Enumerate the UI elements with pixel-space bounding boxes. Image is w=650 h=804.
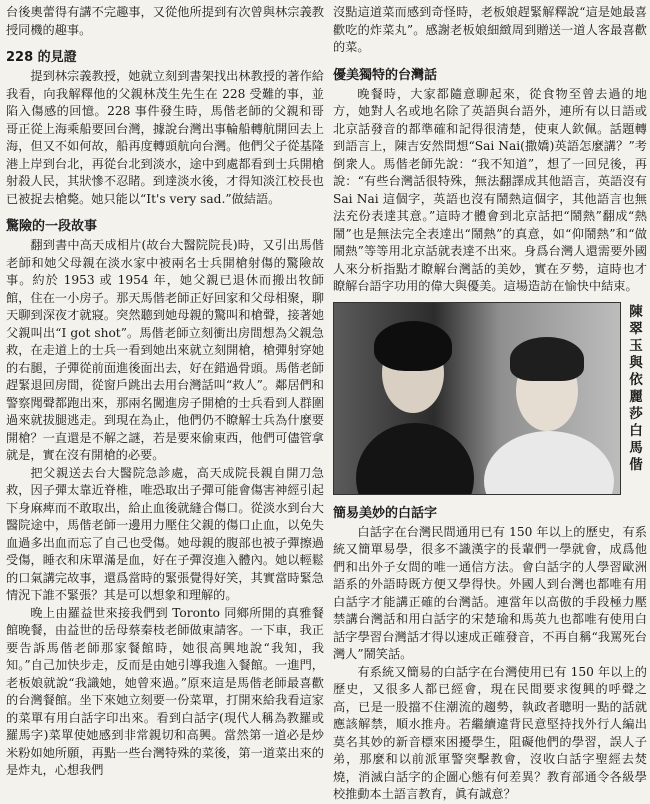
paragraph-taiwanese: 晚餐時，大家都隨意聊起來，從食物至曾去過的地方，她對人名或地名除了英語與台語外，連所有以日語或北京話發音的都準確和記得很清楚，使東人欽佩。話題轉到語言上，陳吉安然問想“Sai Nai(撒嬌)英語怎麼講？”考倒衆人。馬偕老師先說：“我不知道”，想了一回兒後，再說：“有些台灣話很特殊，無法翻譯成其他語言，英語沒有 Sai Nai 這個字，英語也沒有鬧熱這個字，其他語言也無法充份表達其意。”這時才體會到北京話把“鬧熱”翻成“熱鬧”也是無法完全表達出“鬧熱”的真意，如“仰鬧熱”和“做鬧熱”等等用北京話就表達不出來。身爲台灣人還需要外國人來分析指點才瞭解台灣話的美妙，實在歹勢，這時也才瞭解台語字功用的偉大與優美。這場造訪在愉快中結束。 bbox=[333, 86, 647, 293]
intro-paragraph: 台後奧蕾得有講不完趣事，又從他所提到有次曾與林宗義教授同機的趣事。 bbox=[6, 5, 324, 37]
portrait-photo bbox=[333, 302, 621, 495]
woman-left-hair bbox=[374, 321, 452, 371]
paragraph-dinner: 晚上由羅益世來接我們到 Toronto 同鄉所開的真雅餐館晚餐，由益世的岳母蔡秦枝老師做東請客。一下車，我正要告訴馬偕老師那家餐館時，她很高興地說“我知，我知。”自己加快步走，反而是由她引導我進入餐館。一進門，老板娘就說“我識她，她曾來過。”原來這是馬偕老師最喜歡的台灣餐館。坐下來她立刻要一份菜單，打開來給我看這家的菜單有用白話字印出來。看到白話字(現代人稱為教羅或羅馬字)菜單使她感到非常親切和高興。當然第一道必是炒米粉如她所願，再點一些台灣特殊的菜後，第一道菜出來的是炸丸，心想我們 bbox=[6, 605, 324, 777]
heading-228: 228 的見證 bbox=[6, 50, 77, 65]
paragraph-danger-story: 翻到書中高天成相片(故台大醫院院長)時，又引出馬偕老師和她父母親在淡水家中被兩名士兵開槍射傷的驚險故事。約於 1953 或 1954 年，她父親已退休而搬出牧師館，住在一小房子。那天馬偕老師正好回家和父母相聚，聊天聊到深夜才就寢。突然聽到她母親的驚叫和槍聲，接著她父親叫出“I got shot”。馬偕老師立刻衝出房間想為父親急救，在走道上的士兵一看到她出來就立刻開槍，槍彈射穿她的右腿，子彈從前面進後面出去，好在錯過骨頭。馬偕老師趕緊退回房間，從窗戶跳出去用台灣話叫“救人”。鄰居們和警察聞聲都跑出來，那兩名闖進房子開槍的士兵看到人群圍過來就拔腿逃走。到現在為止，他們仍不瞭解士兵為什麼要開槍？一直還是不解之謎，若是要來偷東西，他們可儘管拿就是，實在沒有開槍的必要。 bbox=[6, 238, 324, 462]
woman-right-hair bbox=[510, 337, 584, 381]
woman-right-figure bbox=[484, 431, 614, 495]
heading-romanized-script: 簡易美妙的白話字 bbox=[333, 505, 438, 521]
paragraph-hospital: 把父親送去台大醫院急診處，高天成院長親自開刀急救，因子彈太靠近脊椎，唯恐取出子彈可能會傷害神經引起下身麻痺而不敢取出，給止血後就縫合傷口。從淡水到台大醫院途中，馬偕老師一邊用力壓住父親的傷口止血，以免失血過多出血而忘了自己也受傷。她母親的腹部也被子彈擦過受傷，睡衣和床單滿是血，好在子彈沒進入體內。她以輕鬆的口氣講完故事，還爲當時的緊張覺得好笑，其實當時緊急情況下誰不緊張？其是可以想象和理解的。 bbox=[6, 465, 324, 602]
paragraph-romanized-script: 白話字在台灣民間通用已有 150 年以上的歷史，有系統又簡單易學，很多不識漢字的長輩們一學就會，成爲他們和出外子女間的唯一通信方法。會白話字的人學習歐洲語系的外語時既方便又學得快。外國人到台灣也都唯有用白話字才能講正確的台灣話。連當年以高傲的手段極力壓禁講台灣話和用白話字的宋楚瑜和馬英九也都唯有使用白話字學習台灣話才得以速成正確發音，不再自稱“我罵死台灣人”鬧笑話。 bbox=[333, 524, 647, 661]
paragraph-228: 提到林宗義教授，她就立刻到書架找出林教授的著作給我看，向我解釋他的父親林茂生先生在 228 受難的事，並陷入傷感的回憶。228 事件發生時，馬偕老師的父親和哥哥正從上海乘船要回台灣，據說台灣出事輪船轉航開回去上海，但又不如何故，船再度轉頭航向台灣。他們父子從基隆港上岸到台北，再從台北到淡水，途中到處都看到士兵開槍射殺人民，其狀慘不忍睹。到達淡水後，才得知淡江校長也已被捉去槍斃。她只能以“It's very sad.”做結語。 bbox=[6, 69, 324, 206]
right-column bbox=[333, 4, 647, 804]
heading-taiwanese: 優美獨特的台灣話 bbox=[333, 67, 438, 83]
photo-caption: 陳 翠 玉 與 依 麗 莎 白 馬 偕 bbox=[629, 303, 643, 473]
continued-paragraph: 沒點這道菜而感到奇怪時，老板娘趕緊解釋說“這是她最喜歡吃的炸菜丸”。感謝老板娘細緻周到贈送一道人客最喜歡的菜。 bbox=[333, 5, 647, 54]
heading-danger-story: 驚險的一段故事 bbox=[6, 219, 98, 234]
photo-block bbox=[333, 302, 647, 495]
woman-left-figure bbox=[356, 423, 474, 495]
left-column bbox=[6, 4, 324, 780]
paragraph-policy: 有系統又簡易的白話字在台灣使用已有 150 年以上的歷史，又很多人都已經會，現在民間要求復興的呼聲之高，已是一股擋不住潮流的趨勢，執政者聰明一點的話就應該解禁，順水推舟。若繼續違背民意堅持找外行人編出莫名其妙的新音標來困擾學生，阻礙他們的學習，誤人子弟，那麼和以前派軍警突擊教會，沒收白話字聖經去焚燒，消滅白話字的企圖心態有何差異？教育部通令各級學校推動本土語言教育，眞有誠意？ bbox=[333, 664, 647, 801]
